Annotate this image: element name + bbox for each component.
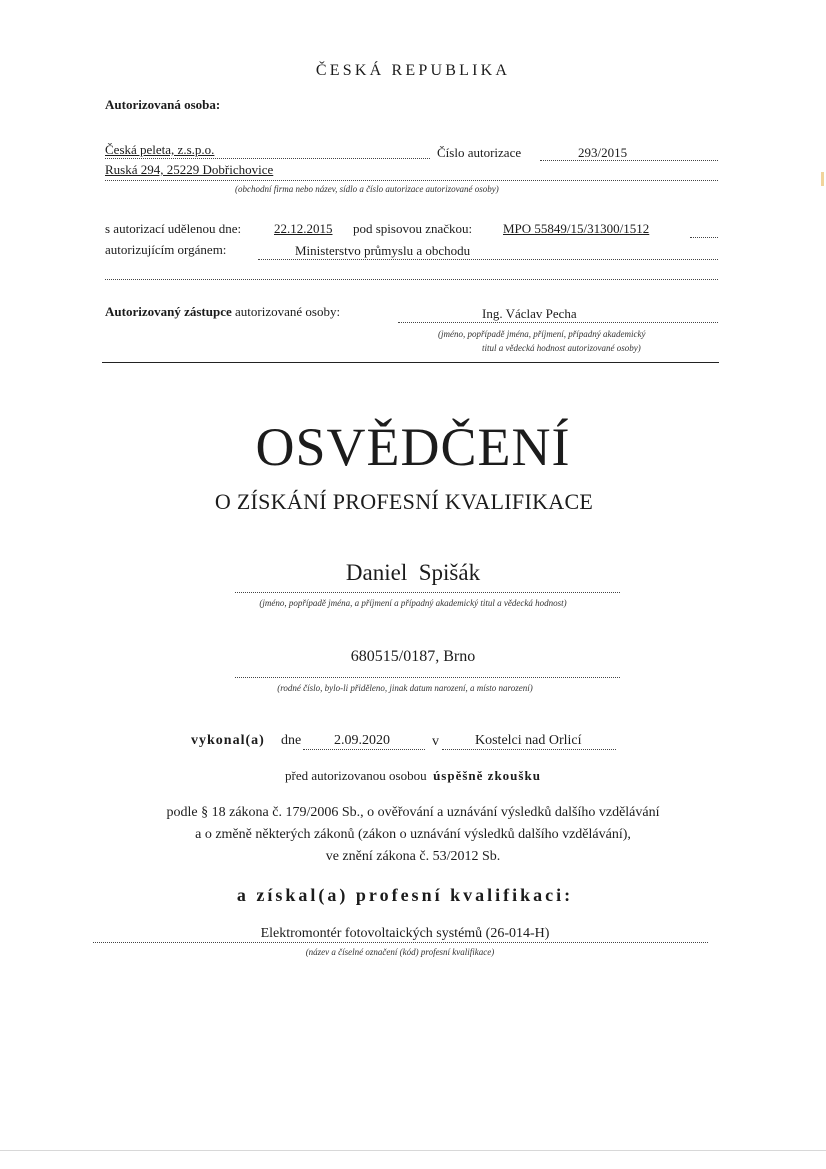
file-number-line [690, 237, 718, 238]
company-address: Ruská 294, 25229 Dobřichovice [105, 162, 274, 177]
certificate-title: OSVĚDČENÍ [255, 417, 571, 477]
law-line-1: podle § 18 zákona č. 179/2006 Sb., o ověřování a uznávání výsledků dalšího vzdělávání [166, 805, 660, 820]
qualification-name: Elektromontér fotovoltaických systémů (26-014-H) [260, 926, 550, 941]
exam-date-line [303, 749, 425, 750]
authority-line [258, 259, 718, 260]
exam-performed-label: vykonal(a) [191, 733, 265, 748]
exam-place-label: v [432, 734, 439, 749]
qualification-line [93, 942, 708, 943]
authorized-person-label: Autorizovaná osoba: [105, 97, 221, 112]
exam-success-text: úspěšně zkoušku [433, 768, 541, 783]
authorization-number: 293/2015 [578, 145, 628, 160]
company-note: (obchodní firma nebo název, sídlo a číslo autorizace autorizované osoby) [235, 184, 499, 194]
representative-label [105, 304, 340, 320]
file-number-label: pod spisovou značkou: [353, 221, 473, 236]
representative-note-1: (jméno, popřípadě jména, příjmení, případný akademický [438, 329, 646, 339]
company-name: Česká peleta, z.s.p.o. [105, 142, 215, 157]
address-dotted-line [105, 180, 718, 181]
company-dotted-line [105, 158, 430, 159]
granted-date: 22.12.2015 [274, 221, 333, 236]
exam-place-line [442, 749, 616, 750]
holder-birth-note: (rodné číslo, bylo-li přiděleno, jinak datum narození, a místo narození) [277, 683, 533, 693]
scan-bottom-edge [0, 1150, 826, 1151]
representative-label-rest: autorizované osoby: [235, 304, 341, 319]
holder-name: Daniel Spišák [345, 560, 481, 585]
qualification-heading: a získal(a) profesní kvalifikaci: [236, 885, 574, 905]
scan-edge-mark [821, 172, 824, 186]
authority-label: autorizujícím orgánem: [105, 242, 227, 257]
blank-dotted-line [105, 279, 718, 280]
representative-note-2: titul a vědecká hodnost autorizované osoby) [482, 343, 641, 353]
law-line-2: a o změně některých zákonů (zákon o uznávání výsledků dalšího vzdělávání), [195, 827, 631, 842]
representative-label-bold: Autorizovaný zástupce [105, 304, 232, 319]
country-heading: ČESKÁ REPUBLIKA [315, 62, 511, 79]
exam-place: Kostelci nad Orlicí [475, 733, 582, 748]
authority-name: Ministerstvo průmyslu a obchodu [295, 243, 471, 258]
exam-before-text: před autorizovanou osobou [285, 768, 427, 783]
qualification-note: (název a číselné označení (kód) profesní kvalifikace) [305, 947, 495, 957]
holder-birth: 680515/0187, Brno [350, 648, 476, 665]
representative-name: Ing. Václav Pecha [482, 306, 577, 321]
file-number: MPO 55849/15/31300/1512 [503, 221, 650, 236]
holder-name-note: (jméno, popřípadě jména, a příjmení a případný akademický titul a vědecká hodnost) [259, 598, 567, 608]
exam-before-line [0, 768, 826, 784]
law-line-3: ve znění zákona č. 53/2012 Sb. [325, 849, 501, 864]
holder-name-line [235, 592, 620, 593]
certificate-subtitle: O ZÍSKÁNÍ PROFESNÍ KVALIFIKACE [214, 489, 594, 514]
representative-line [398, 322, 718, 323]
exam-date-label: dne [281, 733, 302, 748]
authorization-number-line [540, 160, 718, 161]
header-separator [102, 362, 719, 363]
authorization-number-label: Číslo autorizace [437, 145, 522, 160]
holder-birth-line [235, 677, 620, 678]
granted-label: s autorizací udělenou dne: [105, 221, 242, 236]
exam-date: 2.09.2020 [334, 733, 390, 748]
